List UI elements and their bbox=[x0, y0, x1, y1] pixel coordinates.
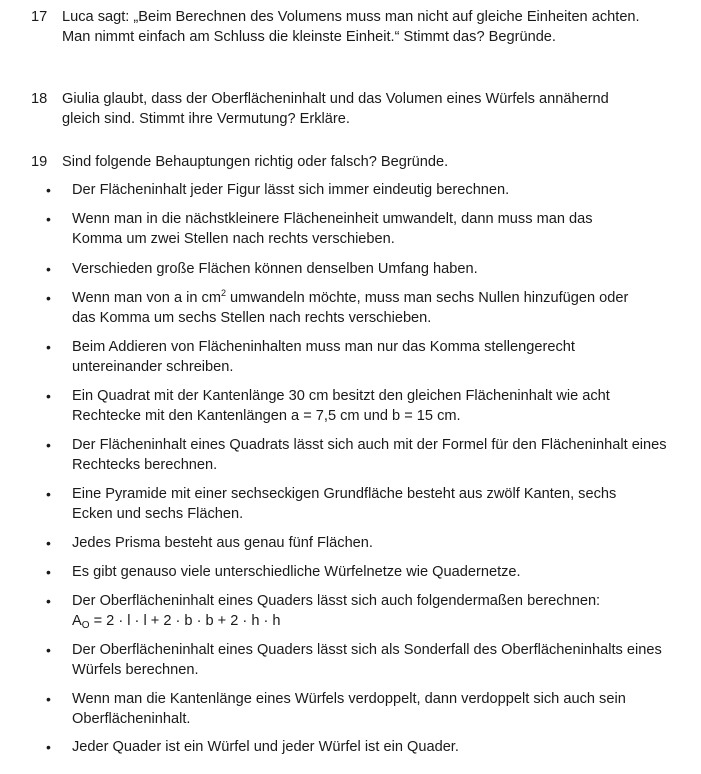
statement-text: Ein Quadrat mit der Kantenlänge 30 cm besitzt den gleichen Flächeninhalt wie acht Rechtecke mit den Kantenlängen a = 7,5 cm und b = 15 cm. bbox=[72, 388, 610, 424]
bullet-icon: • bbox=[46, 290, 51, 306]
task-text: Giulia glaubt, dass der Oberflächeninhalt und das Volumen eines Würfels annähernd gleich sind. Stimmt ihre Vermutung? Erkläre. bbox=[62, 91, 609, 127]
statement-text-start: Der Oberflächeninhalt eines Quaders lässt sich auch folgendermaßen berechnen: bbox=[72, 593, 601, 609]
bullet-icon: • bbox=[46, 642, 51, 658]
statement-text bbox=[72, 591, 690, 631]
statement-text: Verschieden große Flächen können denselben Umfang haben. bbox=[72, 261, 478, 277]
statement-text bbox=[72, 288, 632, 328]
statement-text: Beim Addieren von Flächeninhalten muss man nur das Komma stellengerecht untereinander schreiben. bbox=[72, 339, 575, 375]
task-number: 19 bbox=[31, 154, 48, 170]
task-text: Luca sagt: „Beim Berechnen des Volumens muss man nicht auf gleiche Einheiten achten. Man nimmt einfach am Schluss die kleinste Einheit.“ Stimmt das? Begründe. bbox=[62, 9, 640, 45]
statement-text: Der Flächeninhalt jeder Figur lässt sich immer eindeutig berechnen. bbox=[72, 182, 510, 198]
statement-text: Jedes Prisma besteht aus genau fünf Flächen. bbox=[72, 535, 373, 551]
bullet-icon: • bbox=[46, 593, 51, 609]
bullet-icon: • bbox=[46, 182, 51, 198]
task-number: 17 bbox=[31, 9, 48, 25]
statement-text: Jeder Quader ist ein Würfel und jeder Würfel ist ein Quader. bbox=[72, 739, 459, 755]
statement-text: Wenn man die Kantenlänge eines Würfels verdoppelt, dann verdoppelt sich auch sein Oberflächeninhalt. bbox=[72, 691, 626, 727]
bullet-icon: • bbox=[46, 437, 51, 453]
statement-text-start: Wenn man von a in cm bbox=[72, 290, 221, 306]
bullet-icon: • bbox=[46, 739, 51, 755]
statement-text: Der Oberflächeninhalt eines Quaders lässt sich als Sonderfall des Oberflächeninhalts eines Würfels berechnen. bbox=[72, 642, 662, 678]
bullet-icon: • bbox=[46, 486, 51, 502]
statement-text: Der Flächeninhalt eines Quadrats lässt sich auch mit der Formel für den Flächeninhalt eines Rechtecks berechnen. bbox=[72, 437, 667, 473]
surface-formula: $A_O = 2 \cdot l \cdot l + 2 \cdot b \cdot b + 2 \cdot h \cdot h$ bbox=[72, 613, 281, 631]
task-text: Sind folgende Behauptungen richtig oder falsch? Begründe. bbox=[62, 154, 449, 170]
task-number: 18 bbox=[31, 91, 48, 107]
statement-text: Es gibt genauso viele unterschiedliche Würfelnetze wie Quadernetze. bbox=[72, 564, 521, 580]
statement-text: Wenn man in die nächstkleinere Flächeneinheit umwandelt, dann muss man das Komma um zwei Stellen nach rechts verschieben. bbox=[72, 211, 593, 247]
bullet-icon: • bbox=[46, 261, 51, 277]
bullet-icon: • bbox=[46, 388, 51, 404]
bullet-icon: • bbox=[46, 339, 51, 355]
statement-text-end: umwandeln möchte, muss man sechs Nullen hinzufügen oder das Komma um sechs Stellen nach rechts verschieben. bbox=[72, 290, 629, 326]
bullet-icon: • bbox=[46, 564, 51, 580]
statement-text: Eine Pyramide mit einer sechseckigen Grundfläche besteht aus zwölf Kanten, sechs Ecken und sechs Flächen. bbox=[72, 486, 617, 522]
superscript: 2 bbox=[220, 288, 226, 298]
bullet-icon: • bbox=[46, 211, 51, 227]
bullet-icon: • bbox=[46, 691, 51, 707]
bullet-icon: • bbox=[46, 535, 51, 551]
